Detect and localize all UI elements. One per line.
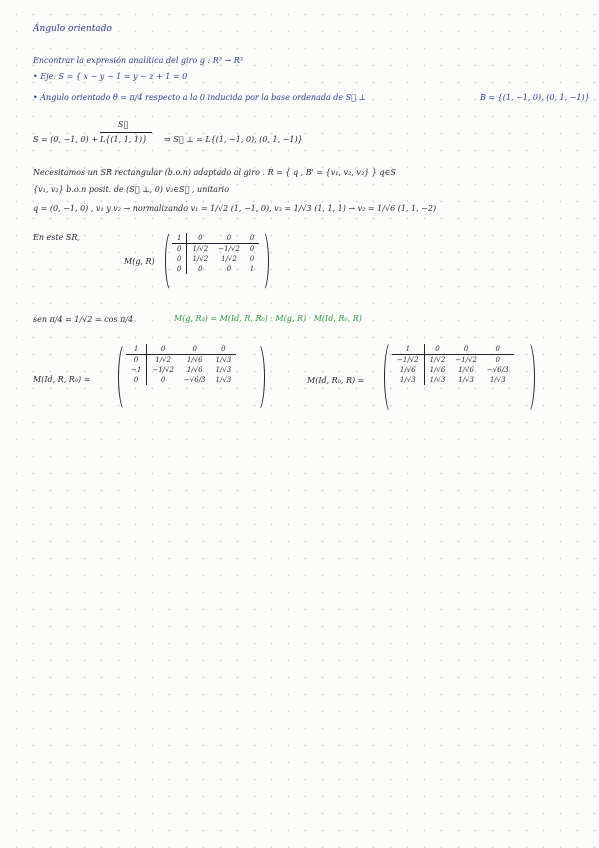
s-equation-left: S = (0, −1, 0) + <box>33 135 98 144</box>
basis-b: B = {(1, −1, 0), (0, 1, −1)} <box>480 93 590 102</box>
task-statement: Encontrar la expresión analítica del giro g : R³ → R³ <box>33 56 243 65</box>
page-title: Ángulo orientado <box>33 24 112 34</box>
mg-matrix: 1 0 0 0 0 1/√2 −1/√2 0 0 1/√2 1/√2 0 0 0 0 1 <box>172 233 259 274</box>
fraction-bar <box>100 132 152 133</box>
m2-right-paren <box>520 340 535 414</box>
bon-line: {v₁, v₂} b.o.n posit. de (S⃗ ⊥, 0) v₃∈S⃗ , unitario <box>33 185 230 194</box>
sen-cos-line: sen π/4 = 1/√2 = cos π/4 <box>33 315 134 324</box>
change-of-basis-equation: M(g, R₀) = M(Id, R, R₀) · M(g, R) · M(Id, R₀, R) <box>174 314 362 323</box>
m2-matrix: 1 0 0 0 −1/√2 1/√2 −1/√2 0 1/√6 1/√6 1/√6 −√6/3 1/√3 1/√3 1/√3 1/√3 <box>392 344 514 385</box>
reference-system-line: Necesitamos un SR rectangular (b.o.n) adaptado al giro . R = { q , B' = {v₁, v₂, v₃} } q∈S <box>33 168 396 177</box>
m2-label: M(Id, R₀, R) = <box>307 376 365 385</box>
m1-matrix: 1 0 0 0 0 1/√2 1/√6 1/√3 −1 −1/√2 1/√6 1/√3 0 0 −√6/3 1/√3 <box>126 344 236 385</box>
s-perp-span: ⇒ S⃗ ⊥ = L{(1, −1, 0), (0, 1, −1)} <box>164 135 303 144</box>
s-vector-symbol: S⃗ <box>118 120 129 129</box>
s-span: L{(1, 1, 1)} <box>100 135 148 144</box>
mg-right-paren <box>256 230 269 292</box>
mg-label: M(g, R) <box>124 257 155 266</box>
en-este-sr: En este SR, <box>33 233 80 242</box>
angle-bullet: • Ángulo orientado θ = π/4 respecto a la 0 inducida por la base ordenada de S⃗ ⊥ <box>33 93 367 102</box>
m1-label: M(Id, R, R₀) = <box>33 375 91 384</box>
vectors-line: q = (0, −1, 0) , v₁ y v₂ → normalizando v₁ = 1/√2 (1, −1, 0), v₃ = 1/√3 (1, 1, 1) → v₂ = 1/√6 (1, 1, −2) <box>33 204 437 213</box>
axis-bullet: • Eje: S = { x − y − 1 = y − z + 1 = 0 <box>33 72 188 81</box>
m1-right-paren <box>250 342 265 412</box>
